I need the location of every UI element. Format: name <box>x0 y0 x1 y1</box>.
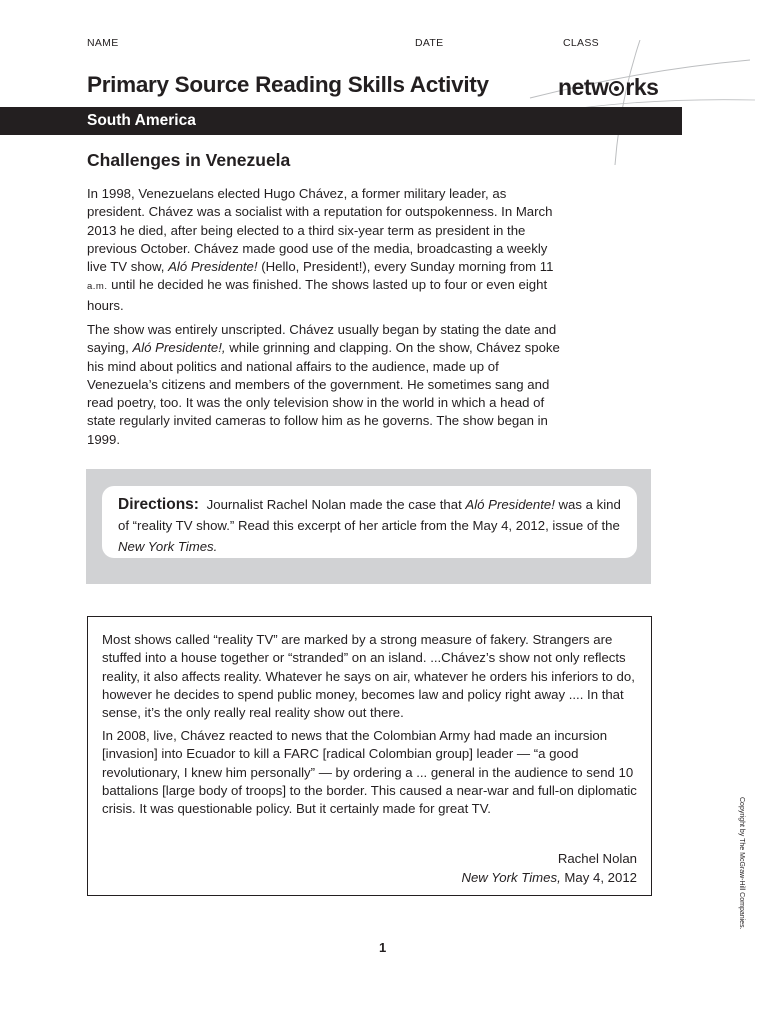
directions-text-a: Journalist Rachel Nolan made the case that <box>206 497 466 512</box>
excerpt-source <box>461 868 637 887</box>
p1-text-a: In 1998, Venezuelans elected Hugo Chávez, a former military leader, as president. Chávez was a socialist with a reputation for outspokenness. In March 2013 he died, after being elected to a third six-year term as president in the previous October. Chávez made good use of the media, broadcasting a weekly live TV show, <box>87 186 553 275</box>
logo-text-start: netw <box>558 74 609 100</box>
page-title: Primary Source Reading Skills Activity <box>87 72 489 97</box>
directions-show-name: Aló Presidente! <box>465 497 555 512</box>
directions-publication: New York Times. <box>118 539 218 554</box>
excerpt-author: Rachel Nolan <box>557 851 637 866</box>
logo-swoosh-lines <box>520 40 760 170</box>
excerpt-attribution <box>461 849 637 887</box>
section-heading: Challenges in Venezuela <box>87 150 291 170</box>
excerpt-box <box>87 616 652 896</box>
excerpt-date: May 4, 2012 <box>560 870 637 885</box>
name-label: NAME <box>87 37 119 49</box>
p2-text-a: The show was entirely unscripted. Chávez usually began by stating the date and saying, <box>87 322 557 356</box>
intro-paragraph-1 <box>87 185 567 315</box>
p1-text-c: until he decided he was finished. The shows lasted up to four or even eight hours. <box>87 277 548 313</box>
excerpt-paragraph-1: Most shows called “reality TV” are marked by a strong measure of fakery. Strangers are stuffed into a house together or “stranded” on an island. ...Chávez’s show not only reflects reality, it also affects reality. Whatever he says on air, whatever he orders his inferiors to do, however he decides to spend public money, becomes law and policy right away .... In that sense, it’s the only really real reality show out there. <box>102 632 635 721</box>
class-label: CLASS <box>563 37 599 49</box>
directions-label: Directions: <box>118 496 199 513</box>
excerpt-publication: New York Times, <box>461 870 561 885</box>
directions-panel <box>102 486 637 558</box>
directions-text-b: was a kind of “reality TV show.” Read this excerpt of her article from the May 4, 2012, issue of the <box>118 497 621 533</box>
intro-paragraph-2 <box>87 321 567 449</box>
p1-am: a.m. <box>87 281 108 293</box>
date-label: DATE <box>415 37 444 49</box>
logo-text-end: rks <box>625 74 659 100</box>
p2-text-b: while grinning and clapping. On the show, Chávez spoke his mind about politics and national affairs to the audience, made up of Venezuela’s citizens and members of the government. He sometimes sang and read poetry, too. It was the only television show in the world in which a head of state regularly invited cameras to follow him as he governs. The show began in 1999. <box>87 340 560 447</box>
p1-show-name: Aló Presidente! <box>168 259 258 275</box>
subject-bar <box>0 107 682 135</box>
page-number: 1 <box>379 940 387 955</box>
directions-box <box>86 469 651 584</box>
copyright-notice: Copyright by The McGraw-Hill Companies. <box>738 797 745 930</box>
excerpt-paragraph-2: In 2008, live, Chávez reacted to news that the Colombian Army had made an incursion [invasion] into Ecuador to kill a FARC [radical Colombian group] leader — “a good revolutionary, I knew him personally” — by ordering a ... general in the audience to send 10 battalions [large body of troops] to the border. This caused a near-war and full-on diplomatic crisis. It was questionable policy. But it certainly made for great TV. <box>102 728 637 817</box>
p2-quote: Aló Presidente!, <box>132 340 226 356</box>
subject-label: South America <box>87 112 196 129</box>
p1-text-b: (Hello, President!), every Sunday morning from 11 <box>257 259 554 275</box>
logo-globe-icon <box>609 81 624 96</box>
networks-logo <box>558 74 658 101</box>
